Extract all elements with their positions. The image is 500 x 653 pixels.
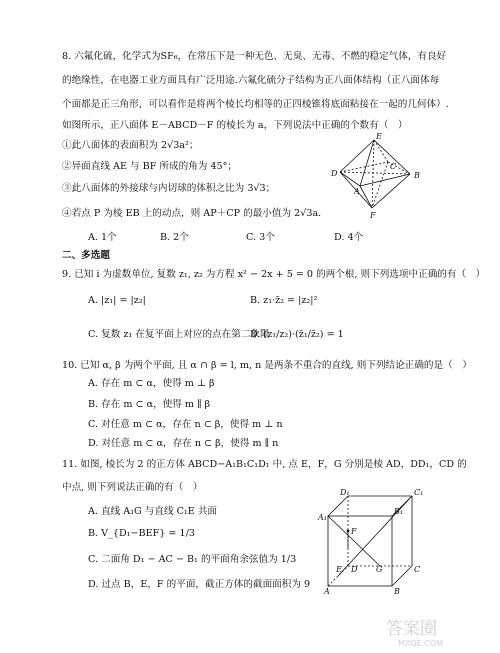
octa-label-c: C	[390, 162, 397, 171]
cube-label-g: G	[376, 565, 383, 574]
watermark-logo	[384, 615, 494, 649]
cube-label-e: E	[336, 565, 342, 574]
q10-option-c: C. 对任意 m ⊂ α，存在 n ⊂ β，使得 m ⊥ n	[88, 419, 283, 430]
q8-stem-line1: 8. 六氟化硫，化学式为SF₆，在常压下是一种无色、无臭、无毒、不燃的稳定气体，有良好	[62, 51, 447, 62]
octahedron-figure	[330, 132, 430, 220]
q9-stem: 9. 已知 i 为虚数单位, 复数 z₁, z₂ 为方程 x² − 2x + 5 = 0 的两个根, 则下列选项中正确的有（ ）	[62, 269, 486, 280]
octa-label-e: E	[376, 132, 382, 141]
q8-stem-line3: 个面都是正三角形，可以看作是将两个棱长均相等的正四棱锥将底面粘接在一起的几何体）.	[62, 99, 449, 110]
q8-stem-line2: 的绝缘性，在电器工业方面具有广泛用途.六氟化硫分子结构为正八面体结构（正八面体每	[62, 75, 440, 86]
cube-label-d: D	[351, 565, 358, 574]
q11-option-d: D. 过点 B，E，F 的平面，截正方体的截面面积为 9	[88, 579, 311, 590]
q11-stem-line2: 中点, 则下列说法正确的有（ ）	[62, 482, 203, 493]
cube-figure	[318, 488, 422, 596]
octa-label-d: D	[331, 169, 338, 178]
octa-label-a: A	[354, 187, 360, 196]
q11-option-c: C. 二面角 D₁ − AC − B₁ 的平面角余弦值为 1/3	[88, 554, 297, 565]
q11-option-a: A. 直线 A₁G 与直线 C₁E 共面	[88, 506, 218, 517]
cube-label-c1: C₁	[414, 488, 424, 497]
q8-option-a: A. 1个	[88, 232, 117, 243]
cube-label-d1: D₁	[340, 488, 350, 497]
q8-stem-line4: 如图所示，正八面体 E－ABCD－F 的棱长为 a，下列说法中正确的个数有（ ）	[62, 120, 408, 131]
q9-option-a: A. |z₁| = |z₂|	[88, 295, 146, 306]
q8-statement-3: ③此八面体的外接球与内切球的体积之比为 3√3；	[62, 183, 276, 194]
watermark-text: 答案圈	[386, 619, 437, 639]
q10-option-d: D. 对任意 m ⊂ α，存在 n ⊂ β，使得 m ∥ n	[88, 438, 279, 449]
cube-label-b: B	[394, 587, 400, 596]
cube-label-f: F	[351, 527, 357, 536]
q10-option-b: B. 存在 m ⊂ α，使得 m ∥ β	[88, 399, 211, 410]
cube-label-b1: B₁	[394, 507, 404, 516]
octa-label-f: F	[370, 211, 376, 220]
q8-statement-1: ①此八面体的表面积为 2√3a²；	[62, 140, 199, 151]
q8-statement-4: ④若点 P 为棱 EB 上的动点，则 AP＋CP 的最小值为 2√3a．	[62, 208, 328, 219]
q9-option-b: B. z₁·z̄₂ = |z₂|²	[250, 295, 318, 306]
q8-option-d: D. 4个	[334, 232, 364, 243]
q8-statement-2: ②异面直线 AE 与 BF 所成的角为 45°；	[62, 161, 238, 172]
cube-label-a: A	[324, 587, 330, 596]
q10-stem: 10. 已知 α, β 为两个平面, 且 α ∩ β = l, m, n 是两条不重合的直线, 则下列结论正确的是（ ）	[62, 360, 472, 371]
watermark-url: MXQE.COM	[398, 639, 444, 648]
section-heading: 二、多选题	[62, 250, 110, 261]
q9-option-d: D. (z₁/z₂)·(z̄₁/z̄₂) = 1	[250, 329, 344, 340]
cube-label-a1: A₁	[318, 513, 327, 522]
q11-option-b: B. V_{D₁−BEF} = 1/3	[88, 528, 195, 539]
q10-option-a: A. 存在 m ⊂ α，使得 m ⊥ β	[88, 378, 215, 389]
cube-label-c: C	[414, 565, 421, 574]
octa-label-b: B	[414, 171, 420, 180]
q9-option-c: C. 复数 z₁ 在复平面上对应的点在第二象限	[88, 329, 270, 340]
q11-stem-line1: 11. 如图, 棱长为 2 的正方体 ABCD−A₁B₁C₁D₁ 中, 点 E，F，G 分别是棱 AD，DD₁，CD 的	[62, 459, 467, 470]
q8-option-c: C. 3个	[246, 232, 275, 243]
q8-option-b: B. 2个	[160, 232, 189, 243]
